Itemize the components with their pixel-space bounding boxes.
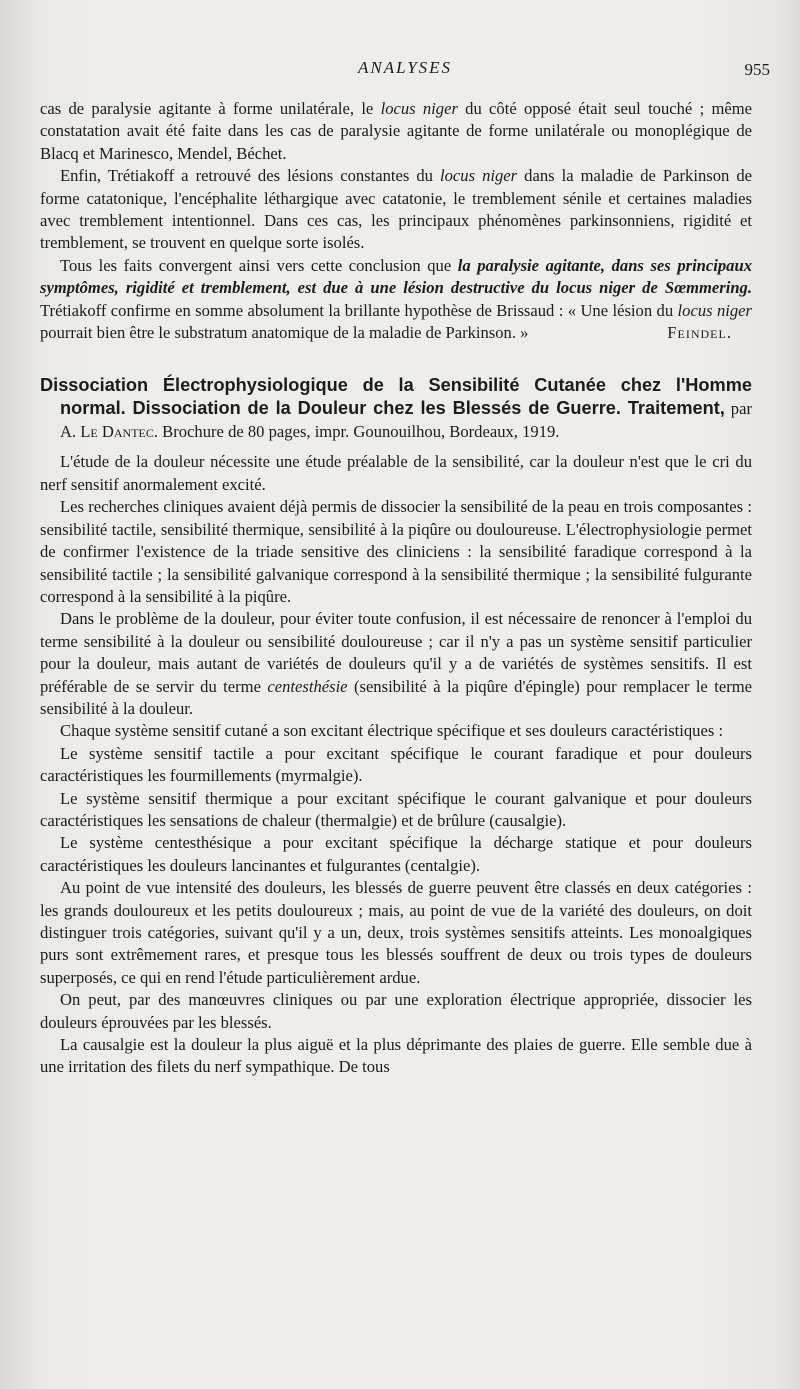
- article-author: A. Le Dantec.: [60, 422, 159, 442]
- italic-text: locus niger: [380, 99, 458, 118]
- paragraph: Au point de vue intensité des douleurs, les blessés de guerre peuvent être classés en deux catégories : les grands douloureux et les petits douloureux ; mais, au point de vue de la variété des douleurs, on doit distinguer trois catégories, suivant qu'il y a un, deux, trois systèmes sensitifs atteints. Les monoalgiques purs sont extrêmement rares, et presque tous les blessés souffrent de deux ou trois types de douleurs superposés, ce qui en rend l'étude particulièrement ardue.: [40, 878, 752, 987]
- running-head: ANALYSES: [357, 58, 453, 77]
- paragraph: Les recherches cliniques avaient déjà permis de dissocier la sensibilité de la peau en trois composantes : sensibilité tactile, sensibilité thermique, sensibilité à la piqûre ou douloureuse. L'électrophysiologie permet de confirmer l'existence de la triade sensitive des cliniciens : la sensibilité faradique correspond à la sensibilité tactile ; la sensibilité galvanique correspond à la sensibilité thermique ; la sensibilité fulgurante correspond à la sensibilité à la piqûre.: [40, 497, 752, 606]
- paragraph: Chaque système sensitif cutané a son excitant électrique spécifique et ses douleurs caractéristiques :: [60, 721, 724, 741]
- article-publication: Brochure de 80 pages, impr. Gounouilhou, Bordeaux, 1919.: [158, 422, 560, 442]
- italic-text: locus niger: [677, 300, 753, 320]
- paragraph: La causalgie est la douleur la plus aiguë et la plus déprimante des plaies de guerre. Elle semble due à une irritation des filets du nerf sympathique. De tous: [40, 1035, 752, 1077]
- italic-text: locus niger: [440, 166, 518, 186]
- text: (sensibilité à la piqûre d'épingle) pour remplacer le terme sensibilité à la douleur.: [40, 676, 752, 718]
- text: dans la maladie de Parkinson de forme catatonique, l'encéphalite léthargique avec catatonie, le tremblement sénile et certaines maladies avec tremblement intentionnel. Dans ces cas, les principaux phénomènes parkinsonniens, rigidité et tremblement, se trouvent en quelque sorte isolés.: [40, 166, 752, 253]
- reviewer-signature: Feindel.: [667, 323, 732, 343]
- bold-italic-conclusion: la paralysie agitante, dans ses principaux symptômes, rigidité et tremblement, est due à une lésion destructive du locus niger de Sœmmering.: [40, 255, 753, 298]
- article-by: par: [724, 399, 752, 419]
- article-heading: [40, 374, 752, 443]
- page-body: [40, 98, 752, 1079]
- article-title: Dissociation Électrophysiologique de la Sensibilité Cutanée chez l'Homme normal. Dissociation de la Douleur chez les Blessés de Guerre. Traitement,: [40, 375, 752, 419]
- text: Dans le problème de la douleur, pour éviter toute confusion, il est nécessaire de renoncer à l'emploi du terme sensibilité à la douleur ou sensibilité douloureuse ; car il n'y a pas un système sensitif particulier pour la douleur, mais autant de variétés de douleurs qu'il y a de variétés de systèmes sensitifs. Il est préférable de se servir du terme: [40, 609, 752, 696]
- paragraph: L'étude de la douleur nécessite une étude préalable de la sensibilité, car la douleur n'est que le cri du nerf sensitif anormalement excité.: [40, 452, 752, 494]
- text: Trétiakoff confirme en somme absolument la brillante hypothèse de Brissaud : « Une lésion du: [40, 300, 678, 320]
- page-header: [40, 58, 770, 86]
- text: pourrait bien être le substratum anatomique de la maladie de Parkinson. »: [40, 323, 529, 343]
- text: Tous les faits convergent ainsi vers cette conclusion que: [60, 255, 458, 275]
- paragraph: On peut, par des manœuvres cliniques ou par une exploration électrique appropriée, dissocier les douleurs éprouvées par les blessés.: [40, 990, 752, 1032]
- paragraph: Le système sensitif tactile a pour excitant spécifique le courant faradique et pour douleurs caractéristiques les fourmillements (myrmalgie).: [40, 743, 752, 786]
- prev-article-paragraph-3: [40, 255, 752, 345]
- prev-article-paragraph-1: [40, 98, 752, 165]
- prev-article-paragraph-2: [40, 165, 752, 255]
- italic-term: centesthésie: [267, 676, 348, 696]
- text: du côté opposé était seul touché ; même constatation avait été faite dans les cas de paralysie agitante de forme unilatérale ou monoplégique de Blacq et Marinesco, Mendel, Béchet.: [40, 99, 752, 163]
- page-number: 955: [744, 60, 770, 79]
- text: Enfin, Trétiakoff a retrouvé des lésions constantes du: [60, 166, 441, 186]
- text: cas de paralysie agitante à forme unilatérale, le: [40, 99, 381, 118]
- paragraph: Le système sensitif thermique a pour excitant spécifique le courant galvanique et pour douleurs caractéristiques les sensations de chaleur (thermalgie) et de brûlure (causalgie).: [40, 788, 752, 830]
- paragraph: Le système centesthésique a pour excitant spécifique la décharge statique et pour douleurs caractéristiques les douleurs lancinantes et fulgurantes (centalgie).: [40, 833, 752, 875]
- paragraph: [40, 608, 752, 720]
